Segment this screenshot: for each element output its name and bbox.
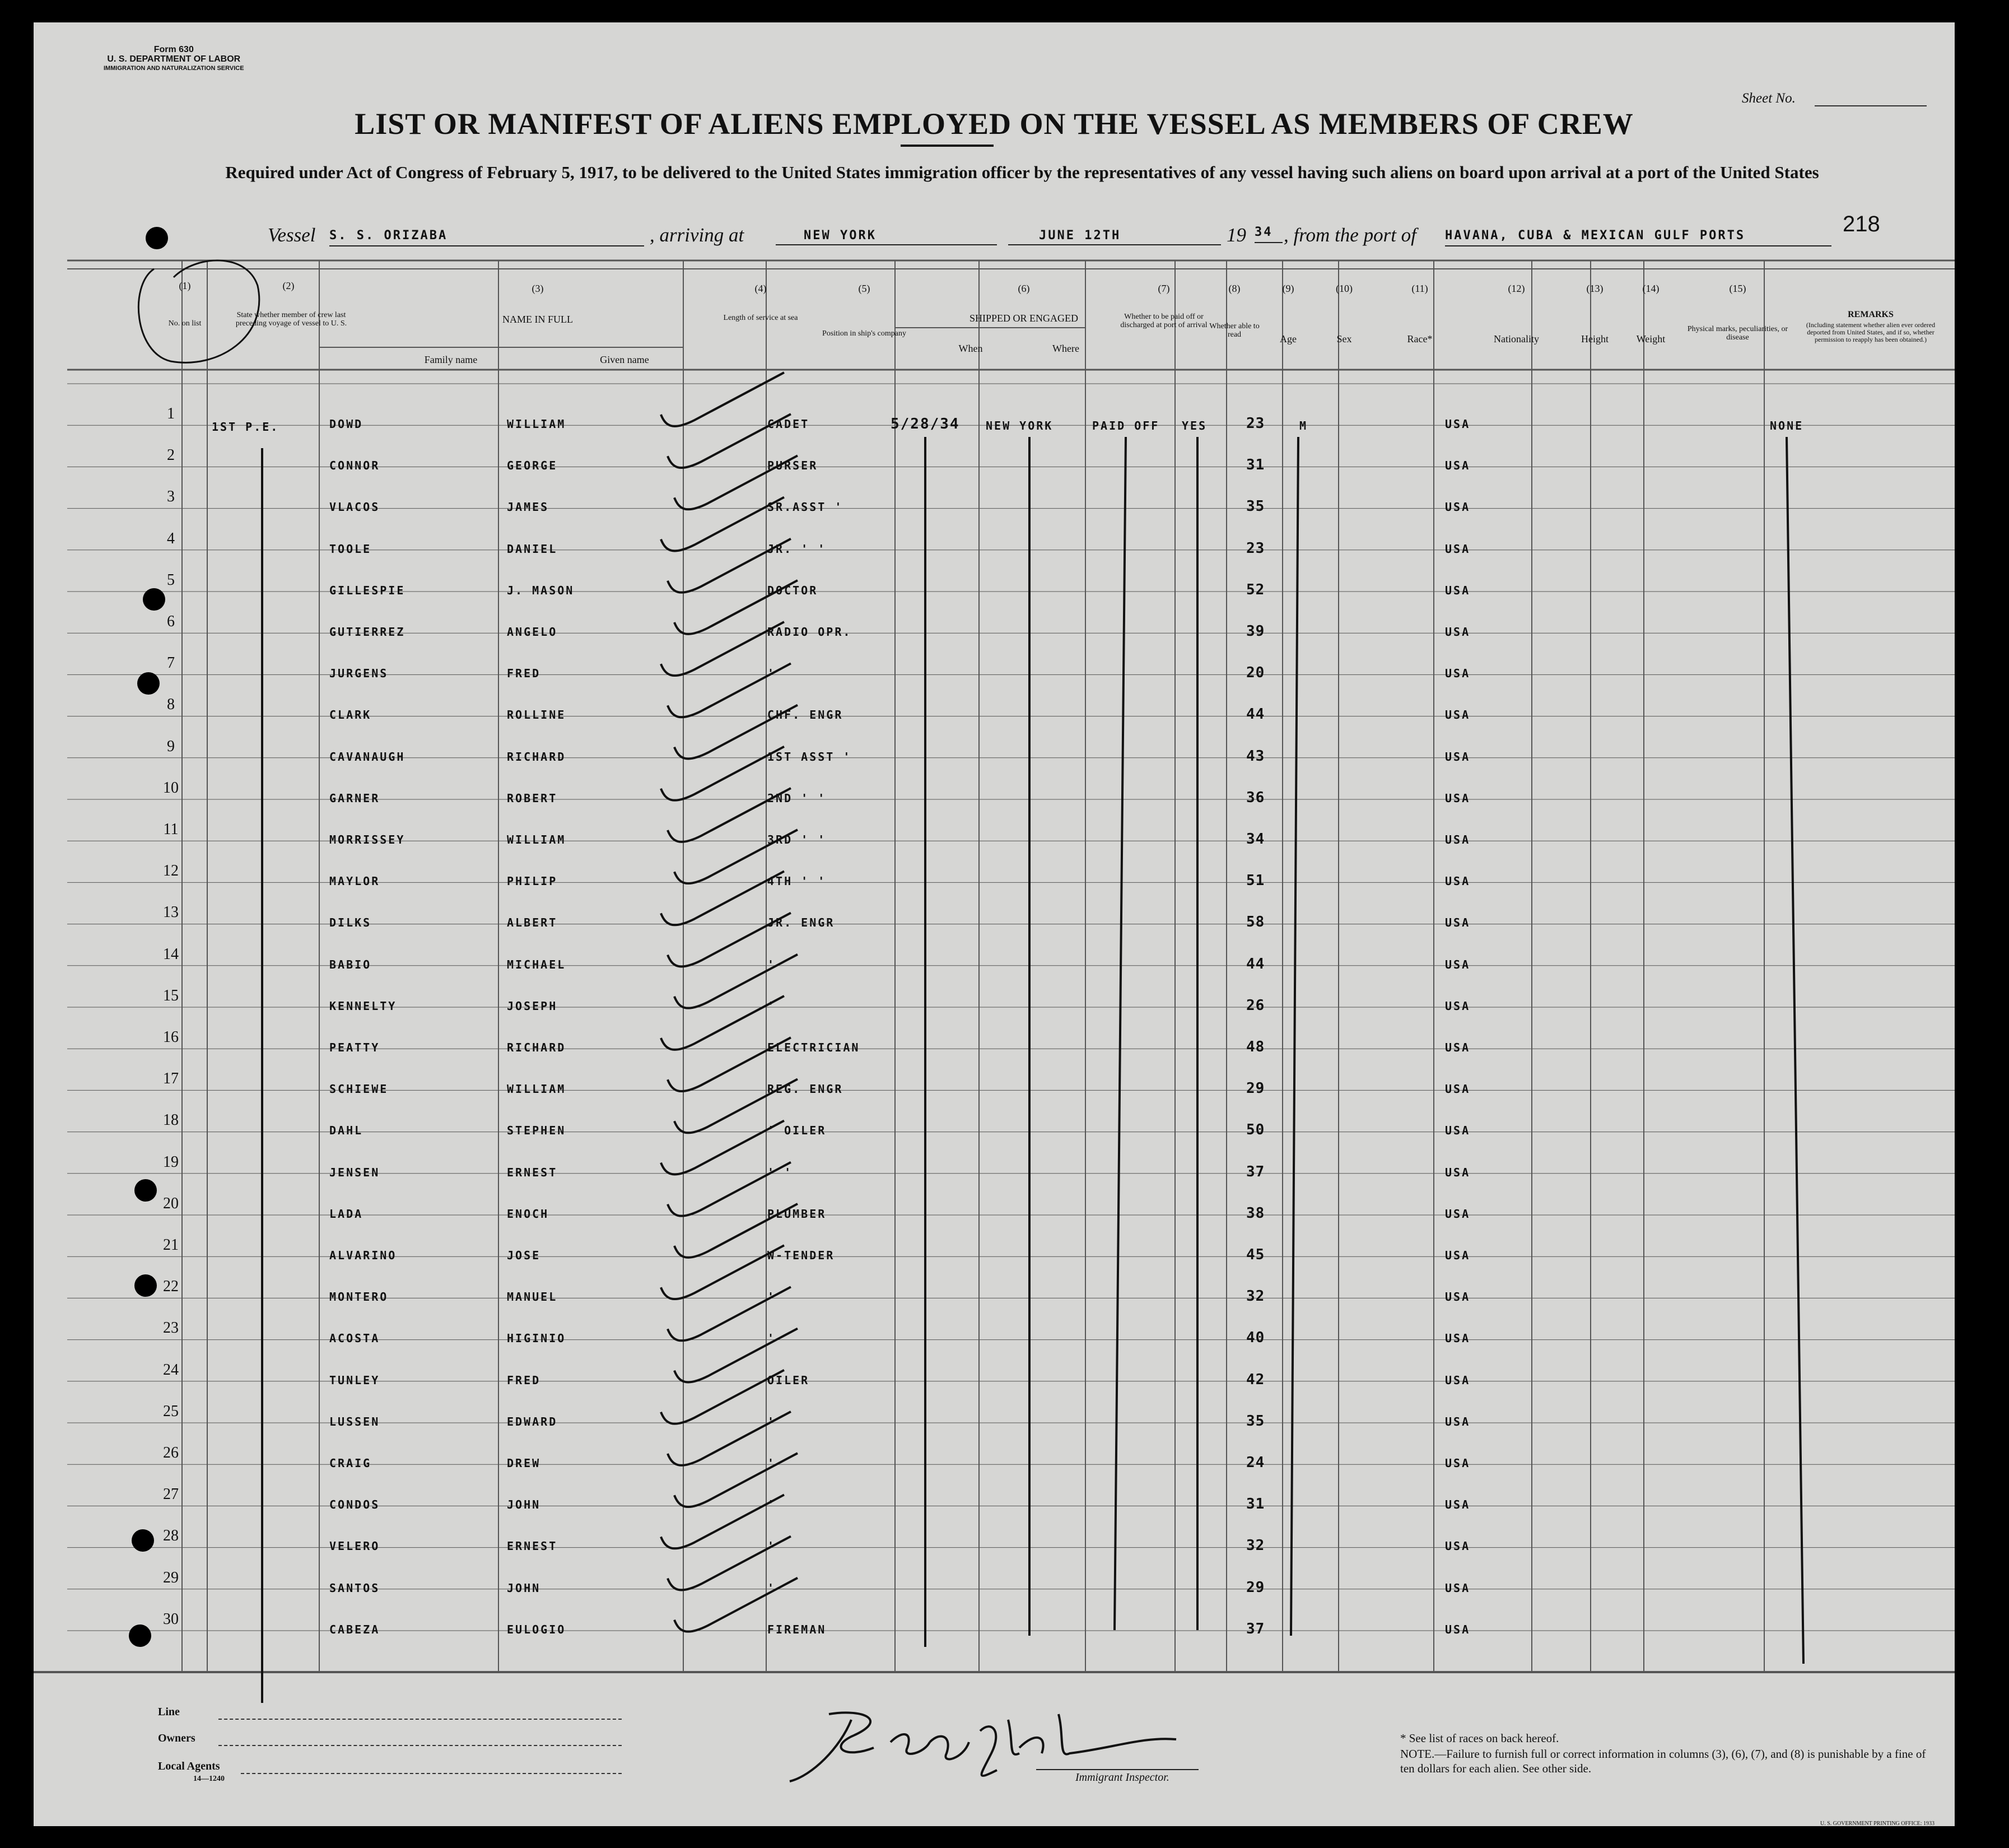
col6-header: SHIPPED OR ENGAGED bbox=[969, 313, 1078, 324]
given-name: HIGINIO bbox=[507, 1332, 566, 1346]
row-number: 5 bbox=[167, 571, 175, 589]
given-name: RICHARD bbox=[507, 750, 566, 764]
penalty-note: NOTE.—Failure to furnish full or correct information in columns (3), (6), (7), and (8) is punishable by a fine of ten dollars for each alien. See other side. bbox=[1400, 1747, 1926, 1775]
age: 44 bbox=[1246, 706, 1265, 723]
family-name: LADA bbox=[329, 1207, 363, 1221]
nationality: USA bbox=[1445, 625, 1471, 639]
col10-header: Sex bbox=[1336, 333, 1352, 345]
line-label: Line bbox=[158, 1706, 180, 1718]
stamped-sheet-number: 218 bbox=[1843, 212, 1880, 236]
punch-hole bbox=[134, 1179, 157, 1202]
age: 34 bbox=[1246, 831, 1265, 848]
col7-num: (7) bbox=[1158, 283, 1170, 294]
col12-num: (12) bbox=[1508, 283, 1525, 294]
row-number: 7 bbox=[167, 654, 175, 672]
age: 23 bbox=[1246, 539, 1265, 557]
row-number: 11 bbox=[163, 821, 179, 838]
row-number: 23 bbox=[163, 1319, 179, 1337]
col11-num: (11) bbox=[1411, 283, 1428, 294]
from-port: HAVANA, CUBA & MEXICAN GULF PORTS bbox=[1445, 229, 1831, 246]
vessel-label: Vessel bbox=[268, 224, 316, 246]
position: ' bbox=[767, 1414, 776, 1428]
nationality: USA bbox=[1445, 1249, 1471, 1262]
row-number: 15 bbox=[163, 986, 179, 1004]
family-name: MAYLOR bbox=[329, 874, 380, 888]
col2-header: State whether member of crew last preceding voyage of vessel to U. S. bbox=[235, 311, 347, 328]
family-name: SANTOS bbox=[329, 1581, 380, 1595]
vessel-name: S. S. ORIZABA bbox=[329, 229, 644, 246]
position: PURSER bbox=[767, 459, 818, 473]
age: 58 bbox=[1246, 914, 1265, 931]
given-name: MICHAEL bbox=[507, 957, 566, 971]
given-name: STEPHEN bbox=[507, 1124, 566, 1138]
given-name: WILLIAM bbox=[507, 1082, 566, 1096]
age: 35 bbox=[1246, 498, 1265, 515]
age: 29 bbox=[1246, 1579, 1265, 1596]
nationality: USA bbox=[1445, 1041, 1471, 1054]
family-name: LUSSEN bbox=[329, 1414, 380, 1428]
age: 50 bbox=[1246, 1121, 1265, 1139]
position: JR. ENGR bbox=[767, 916, 835, 930]
position: ' bbox=[767, 1332, 776, 1346]
col9-header: Age bbox=[1280, 333, 1297, 345]
nationality: USA bbox=[1445, 1165, 1471, 1179]
department-name: U. S. DEPARTMENT OF LABOR bbox=[107, 54, 241, 64]
given-name: JOHN bbox=[507, 1581, 541, 1595]
age: 48 bbox=[1246, 1039, 1265, 1055]
check-mark bbox=[674, 955, 798, 1008]
given-name: J. MASON bbox=[507, 583, 575, 597]
age: 43 bbox=[1246, 747, 1265, 765]
family-name: DAHL bbox=[329, 1124, 363, 1138]
col3-family-header: Family name bbox=[424, 354, 478, 365]
col13-header: Height bbox=[1581, 333, 1609, 345]
given-name: JOHN bbox=[507, 1498, 541, 1512]
row-number: 14 bbox=[163, 945, 179, 963]
position: ' bbox=[767, 1498, 776, 1512]
punch-hole bbox=[146, 227, 168, 249]
row-number: 8 bbox=[167, 696, 175, 714]
nationality: USA bbox=[1445, 957, 1471, 971]
nationality: USA bbox=[1445, 1414, 1471, 1428]
check-mark bbox=[661, 373, 784, 426]
remarks-entry: NONE bbox=[1770, 419, 1804, 432]
given-name: MANUEL bbox=[507, 1290, 558, 1304]
agents-field bbox=[241, 1773, 622, 1774]
age: 45 bbox=[1246, 1246, 1265, 1263]
nationality: USA bbox=[1445, 459, 1471, 473]
row-number: 13 bbox=[163, 904, 179, 921]
age: 37 bbox=[1246, 1620, 1265, 1637]
shipped-where-entry: NEW YORK bbox=[986, 419, 1054, 432]
nationality: USA bbox=[1445, 1373, 1471, 1387]
position: OILER bbox=[767, 1373, 810, 1387]
row-number: 22 bbox=[163, 1278, 179, 1296]
family-name: GARNER bbox=[329, 791, 380, 805]
row-number: 28 bbox=[163, 1527, 179, 1545]
row-number: 24 bbox=[163, 1361, 179, 1379]
family-name: GILLESPIE bbox=[329, 583, 405, 597]
age: 36 bbox=[1246, 789, 1265, 806]
given-name: EULOGIO bbox=[507, 1622, 566, 1636]
preceding-voyage-entry: 1ST P.E. bbox=[212, 420, 279, 434]
col13-num: (13) bbox=[1586, 283, 1604, 294]
family-name: CAVANAUGH bbox=[329, 750, 405, 764]
nationality: USA bbox=[1445, 708, 1471, 722]
family-name: CABEZA bbox=[329, 1622, 380, 1636]
family-name: DILKS bbox=[329, 916, 372, 930]
position: 3RD ' ' bbox=[767, 833, 827, 846]
col9-num: (9) bbox=[1282, 283, 1294, 294]
age: 32 bbox=[1246, 1288, 1265, 1305]
position: SR.ASST ' bbox=[767, 500, 843, 514]
given-name: EDWARD bbox=[507, 1414, 558, 1428]
nationality: USA bbox=[1445, 791, 1471, 805]
row-number: 19 bbox=[163, 1153, 179, 1171]
col15-header: Physical marks, peculiarities, or disease bbox=[1687, 325, 1788, 342]
nationality: USA bbox=[1445, 916, 1471, 930]
given-name: RICHARD bbox=[507, 1041, 566, 1054]
line-field bbox=[218, 1719, 622, 1720]
arrival-port: NEW YORK bbox=[776, 229, 997, 245]
form-number: Form 630 bbox=[153, 45, 194, 54]
row-number: 6 bbox=[167, 613, 175, 630]
printer-imprint: U. S. GOVERNMENT PRINTING OFFICE: 1933 bbox=[1820, 1821, 1935, 1827]
service-name: IMMIGRATION AND NATURALIZATION SERVICE bbox=[104, 65, 244, 72]
col8-header: Whether able to read bbox=[1209, 322, 1260, 339]
given-name: JOSEPH bbox=[507, 999, 558, 1013]
position: ' bbox=[767, 1539, 776, 1553]
position: FIREMAN bbox=[767, 1622, 827, 1636]
nationality: USA bbox=[1445, 417, 1471, 431]
age: 29 bbox=[1246, 1080, 1265, 1097]
manifest-sheet bbox=[34, 22, 1955, 1826]
punch-hole bbox=[137, 672, 160, 695]
col4-num: (4) bbox=[754, 283, 767, 294]
row-number: 27 bbox=[163, 1486, 179, 1503]
family-name: VLACOS bbox=[329, 500, 380, 514]
owners-label: Owners bbox=[158, 1732, 195, 1744]
col2-num: (2) bbox=[282, 280, 295, 291]
row-number: 16 bbox=[163, 1028, 179, 1046]
position: PLUMBER bbox=[767, 1207, 827, 1221]
age: 32 bbox=[1246, 1537, 1265, 1554]
row-number: 26 bbox=[163, 1444, 179, 1461]
family-name: ACOSTA bbox=[329, 1332, 380, 1346]
given-name: DREW bbox=[507, 1456, 541, 1470]
family-name: CONDOS bbox=[329, 1498, 380, 1512]
given-name: JOSE bbox=[507, 1249, 541, 1262]
position: W-TENDER bbox=[767, 1249, 835, 1262]
age: 35 bbox=[1246, 1412, 1265, 1430]
position: RADIO OPR. bbox=[767, 625, 852, 639]
arrival-date: JUNE 12TH bbox=[1008, 229, 1221, 245]
position: 2ND ' ' bbox=[767, 791, 827, 805]
from-port-label: , from the port of bbox=[1284, 224, 1416, 246]
col12-header: Nationality bbox=[1494, 333, 1539, 345]
position: ' bbox=[767, 1581, 776, 1595]
nationality: USA bbox=[1445, 1622, 1471, 1636]
family-name: SCHIEWE bbox=[329, 1082, 389, 1096]
col6-where-header: Where bbox=[1052, 343, 1079, 354]
row-number: 17 bbox=[163, 1070, 179, 1088]
row-number: 1 bbox=[167, 405, 175, 422]
remarks-note: (Including statement whether alien ever ordered deported from United States, and if so, whether permission to reapply has been obtained.) bbox=[1806, 321, 1936, 343]
row-number: 18 bbox=[163, 1111, 179, 1129]
col3-given-header: Given name bbox=[600, 354, 649, 365]
age: 24 bbox=[1246, 1454, 1265, 1471]
given-name: ROBERT bbox=[507, 791, 558, 805]
punch-hole bbox=[143, 588, 165, 611]
age: 44 bbox=[1246, 955, 1265, 972]
position: 1ST ASST ' bbox=[767, 750, 852, 764]
nationality: USA bbox=[1445, 1581, 1471, 1595]
nationality: USA bbox=[1445, 1290, 1471, 1304]
given-name: FRED bbox=[507, 667, 541, 681]
age: 23 bbox=[1246, 415, 1265, 432]
age: 40 bbox=[1246, 1329, 1265, 1347]
col11-header: Race* bbox=[1407, 333, 1433, 345]
given-name: WILLIAM bbox=[507, 417, 566, 431]
age: 20 bbox=[1246, 664, 1265, 682]
family-name: MONTERO bbox=[329, 1290, 389, 1304]
nationality: USA bbox=[1445, 833, 1471, 846]
col4-header: Length of service at sea bbox=[723, 314, 798, 322]
given-name: ANGELO bbox=[507, 625, 558, 639]
nationality: USA bbox=[1445, 542, 1471, 556]
family-name: MORRISSEY bbox=[329, 833, 405, 846]
position: ' ' bbox=[767, 1165, 793, 1179]
family-name: CRAIG bbox=[329, 1456, 372, 1470]
given-name: ENOCH bbox=[507, 1207, 549, 1221]
row-number: 9 bbox=[167, 737, 175, 755]
col6-when-header: When bbox=[958, 343, 983, 354]
position: ' bbox=[767, 1456, 776, 1470]
document-title: LIST OR MANIFEST OF ALIENS EMPLOYED ON THE VESSEL AS MEMBERS OF CREW bbox=[355, 107, 1634, 141]
age: 31 bbox=[1246, 1496, 1265, 1513]
position: ELECTRICIAN bbox=[767, 1041, 860, 1054]
given-name: JAMES bbox=[507, 500, 549, 514]
agents-code: 14—1240 bbox=[193, 1775, 225, 1783]
col6-num: (6) bbox=[1018, 283, 1030, 294]
nationality: USA bbox=[1445, 500, 1471, 514]
given-name: ERNEST bbox=[507, 1539, 558, 1553]
nationality: USA bbox=[1445, 1332, 1471, 1346]
nationality: USA bbox=[1445, 750, 1471, 764]
row-number: 29 bbox=[163, 1568, 179, 1586]
shipped-when-entry: 5/28/34 bbox=[891, 416, 960, 432]
year-prefix: 19 bbox=[1227, 224, 1246, 246]
given-name: PHILIP bbox=[507, 874, 558, 888]
col14-num: (14) bbox=[1642, 283, 1660, 294]
given-name: WILLIAM bbox=[507, 833, 566, 846]
row-number: 30 bbox=[163, 1610, 179, 1628]
row-number: 4 bbox=[167, 529, 175, 547]
given-name: ALBERT bbox=[507, 916, 558, 930]
paid-off-entry: PAID OFF bbox=[1092, 419, 1160, 432]
col1-num: (1) bbox=[179, 280, 191, 291]
nationality: USA bbox=[1445, 999, 1471, 1013]
arriving-label: , arriving at bbox=[650, 224, 744, 246]
owners-field bbox=[218, 1745, 622, 1746]
nationality: USA bbox=[1445, 1124, 1471, 1138]
col10-num: (10) bbox=[1336, 283, 1353, 294]
position: ' OILER bbox=[767, 1124, 827, 1138]
age: 42 bbox=[1246, 1371, 1265, 1388]
family-name: GUTIERREZ bbox=[329, 625, 405, 639]
position: 4TH ' ' bbox=[767, 874, 827, 888]
col3-header: NAME IN FULL bbox=[502, 314, 573, 325]
age: 37 bbox=[1246, 1163, 1265, 1180]
check-mark bbox=[674, 1453, 798, 1507]
position: CADET bbox=[767, 417, 810, 431]
nationality: USA bbox=[1445, 1207, 1471, 1221]
given-name: ERNEST bbox=[507, 1165, 558, 1179]
sex-entry: M bbox=[1299, 419, 1308, 432]
check-marks bbox=[34, 22, 1955, 1826]
col7-header: Whether to be paid off or discharged at port of arrival bbox=[1120, 313, 1208, 329]
inspector-line bbox=[1036, 1769, 1199, 1770]
family-name: ALVARINO bbox=[329, 1249, 397, 1262]
given-name: GEORGE bbox=[507, 459, 558, 473]
col5-num: (5) bbox=[858, 283, 870, 294]
row-number: 10 bbox=[163, 779, 179, 797]
family-name: JENSEN bbox=[329, 1165, 380, 1179]
row-number: 21 bbox=[163, 1236, 179, 1254]
row-number: 2 bbox=[167, 446, 175, 464]
nationality: USA bbox=[1445, 874, 1471, 888]
nationality: USA bbox=[1445, 667, 1471, 681]
position: ' bbox=[767, 957, 776, 971]
family-name: KENNELTY bbox=[329, 999, 397, 1013]
row-number: 20 bbox=[163, 1194, 179, 1212]
given-name: FRED bbox=[507, 1373, 541, 1387]
col1-header: No. on list bbox=[168, 319, 202, 328]
col15-num: (15) bbox=[1729, 283, 1746, 294]
nationality: USA bbox=[1445, 1498, 1471, 1512]
nationality: USA bbox=[1445, 1082, 1471, 1096]
position: ' bbox=[767, 667, 776, 681]
nationality: USA bbox=[1445, 1539, 1471, 1553]
age: 39 bbox=[1246, 623, 1265, 640]
age: 38 bbox=[1246, 1204, 1265, 1222]
given-name: DANIEL bbox=[507, 542, 558, 556]
position: CHF. ENGR bbox=[767, 708, 843, 722]
inspector-label: Immigrant Inspector. bbox=[1075, 1771, 1169, 1784]
agents-label: Local Agents bbox=[158, 1760, 220, 1772]
position: ' bbox=[767, 1290, 776, 1304]
row-number: 25 bbox=[163, 1402, 179, 1420]
punch-hole bbox=[134, 1274, 157, 1297]
position: DOCTOR bbox=[767, 583, 818, 597]
sheet-number-label: Sheet No. bbox=[1742, 91, 1796, 106]
family-name: CONNOR bbox=[329, 459, 380, 473]
family-name: JURGENS bbox=[329, 667, 389, 681]
punch-hole bbox=[132, 1529, 154, 1552]
given-name: ROLLINE bbox=[507, 708, 566, 722]
document-subtitle: Required under Act of Congress of February 5, 1917, to be delivered to the United States immigration officer by the representatives of any vessel having such aliens on board upon arrival at a port of the United States bbox=[225, 162, 1819, 182]
nationality: USA bbox=[1445, 583, 1471, 597]
family-name: TUNLEY bbox=[329, 1373, 380, 1387]
family-name: PEATTY bbox=[329, 1041, 380, 1054]
family-name: VELERO bbox=[329, 1539, 380, 1553]
row-number: 3 bbox=[167, 488, 175, 506]
col5-header: Position in ship's company bbox=[822, 329, 906, 338]
family-name: TOOLE bbox=[329, 542, 372, 556]
race-note: * See list of races on back hereof. bbox=[1400, 1731, 1559, 1745]
age: 31 bbox=[1246, 457, 1265, 474]
family-name: CLARK bbox=[329, 708, 372, 722]
position: JR. ' ' bbox=[767, 542, 827, 556]
row-number: 12 bbox=[163, 862, 179, 880]
age: 51 bbox=[1246, 872, 1265, 890]
punch-hole bbox=[129, 1624, 151, 1647]
family-name: DOWD bbox=[329, 417, 363, 431]
remarks-header: REMARKS bbox=[1848, 310, 1894, 319]
age: 26 bbox=[1246, 997, 1265, 1014]
col3-num: (3) bbox=[532, 283, 544, 294]
able-to-read-entry: YES bbox=[1182, 419, 1208, 432]
family-name: BABIO bbox=[329, 957, 372, 971]
col14-header: Weight bbox=[1636, 333, 1666, 345]
col8-num: (8) bbox=[1228, 283, 1241, 294]
position: ' bbox=[767, 999, 776, 1013]
position: REG. ENGR bbox=[767, 1082, 843, 1096]
nationality: USA bbox=[1445, 1456, 1471, 1470]
year-suffix: 34 bbox=[1255, 225, 1283, 243]
age: 52 bbox=[1246, 581, 1265, 598]
